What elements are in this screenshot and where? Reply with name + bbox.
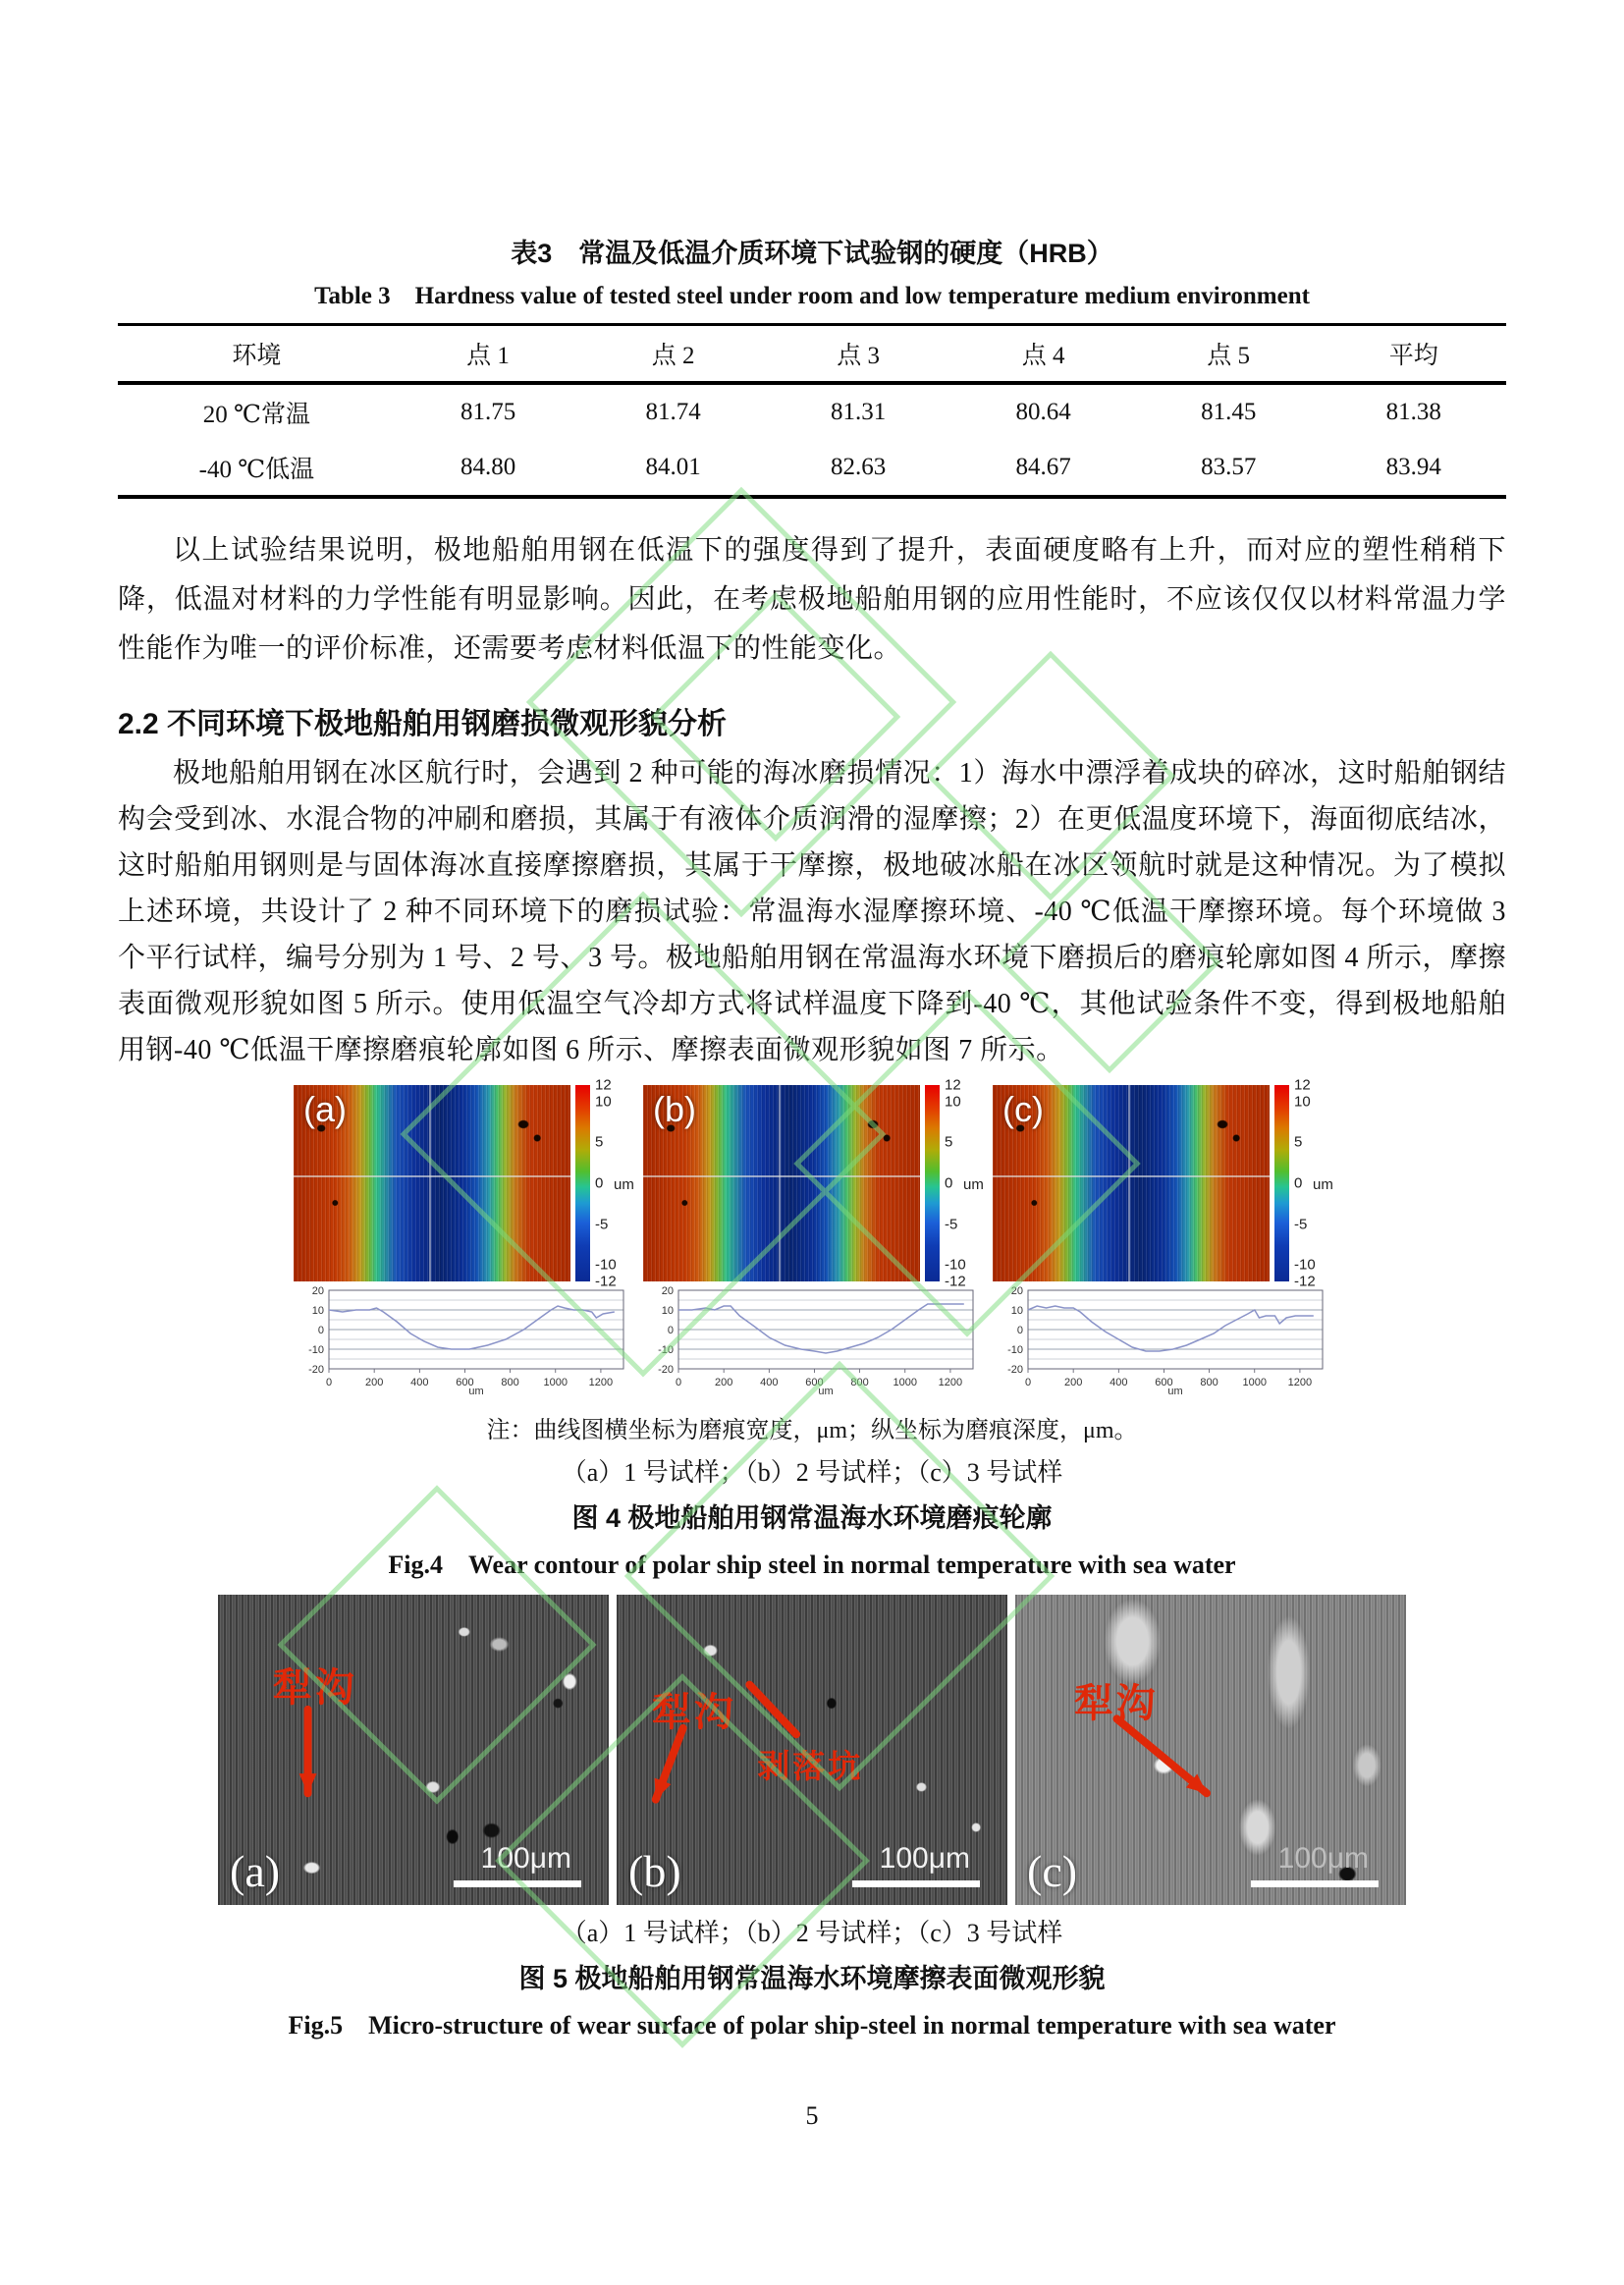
paragraph-results: 以上试验结果说明，极地船舶用钢在低温下的强度得到了提升，表面硬度略有上升，而对应的塑性稍稍下降，低温对材料的力学性能有明显影响。因此，在考虑极地船舶用钢的应用性能时，不应该仅仅以材料常温力学性能作为唯一的评价标准，还需要考虑材料低温下的性能变化。 xyxy=(118,535,1506,664)
panel-label: (a) xyxy=(230,1846,281,1896)
table-header-cell: 点 2 xyxy=(651,343,695,369)
wear-contour-map xyxy=(993,1085,1270,1281)
table-header-cell: 环境 xyxy=(232,343,282,369)
table-cell-value: 81.31 xyxy=(831,399,887,425)
colorbar-tick: 10 xyxy=(945,1093,961,1111)
table-row xyxy=(118,383,1506,440)
table-cell-value: 84.01 xyxy=(645,454,701,480)
table3-title-en: Table 3 Hardness value of tested steel under room and low temperature medium environment xyxy=(314,283,1310,309)
paragraph-wear-analysis: 极地船舶用钢在冰区航行时，会遇到 2 种可能的海冰磨损情况：1）海水中漂浮着成块的碎冰，这时船舶钢结构会受到冰、水混合物的冲刷和磨损，其属于有液体介质润滑的湿摩擦；2）在更低温度环境下，海面彻底结冰，这时船舶用钢则是与固体海冰直接摩擦磨损，其属于干摩擦，极地破冰船在冰区领航时就是这种情况。为了模拟上述环境，共设计了 2 种不同环境下的磨损试验：常温海水湿摩擦环境、-40 ℃低温干摩擦环境。每个环境做 3 个平行试样，编号分别为 1 号、2 号、3 号。极地船舶用钢在常温海水环境下磨损后的磨痕轮廓如图 4 所示，摩擦表面微观形貌如图 5 所示。使用低温空气冷却方式将试样温度下降到-40 ℃，其他试验条件不变，得到极地船舶用钢-40 ℃低温干摩擦磨痕轮廓如图 6 所示、摩擦表面微观形貌如图 7 所示。 xyxy=(118,758,1507,1065)
colorbar-tick: -5 xyxy=(595,1216,609,1233)
svg-text:400: 400 xyxy=(760,1377,779,1388)
svg-text:400: 400 xyxy=(1110,1377,1128,1388)
svg-text:um: um xyxy=(1167,1386,1183,1396)
table-cell-value: 81.45 xyxy=(1201,399,1257,425)
table-cell-env: -40 ℃低温 xyxy=(198,457,315,483)
svg-text:200: 200 xyxy=(714,1377,733,1388)
hardness-table-head xyxy=(118,325,1506,384)
colorbar-gradient xyxy=(925,1085,940,1281)
svg-text:1200: 1200 xyxy=(588,1377,614,1388)
figure5-caption-en: Fig.5 Micro-structure of wear surface of polar ship-steel in normal temperature with sea water xyxy=(288,2011,1336,2040)
svg-text:-10: -10 xyxy=(1007,1344,1023,1356)
colorbar-tick: -10 xyxy=(595,1256,617,1274)
annotation-label: 犁沟 xyxy=(651,1691,736,1735)
wear-contour-map xyxy=(294,1085,570,1281)
colorbar-tick: -10 xyxy=(1294,1256,1316,1274)
svg-text:1200: 1200 xyxy=(938,1377,963,1388)
scale-label: 100μm xyxy=(879,1842,970,1875)
annotation-label: 剥落坑 xyxy=(757,1747,864,1784)
table-header-cell: 点 1 xyxy=(466,343,510,369)
svg-text:800: 800 xyxy=(1200,1377,1218,1388)
table-header-cell: 点 3 xyxy=(837,343,880,369)
panel-label: (a) xyxy=(303,1089,347,1129)
page-content xyxy=(118,0,1506,2041)
svg-text:um: um xyxy=(468,1386,484,1396)
colorbar-tick: 10 xyxy=(1294,1093,1311,1111)
colorbar-unit: um xyxy=(1313,1176,1333,1194)
table-cell-value: 80.64 xyxy=(1015,399,1071,425)
svg-text:600: 600 xyxy=(456,1377,474,1388)
svg-text:800: 800 xyxy=(850,1377,869,1388)
table-cell-value: 82.63 xyxy=(831,454,887,480)
crosshair-horizontal xyxy=(993,1175,1270,1177)
table-cell-value: 84.80 xyxy=(460,454,516,480)
figure4-note: 注：曲线图横坐标为磨痕宽度，μm；纵坐标为磨痕深度，μm。 xyxy=(486,1418,1138,1443)
wear-profile-chart xyxy=(294,1284,633,1396)
colorbar-tick: 5 xyxy=(1294,1133,1303,1151)
map-and-colorbar xyxy=(643,1076,984,1290)
svg-text:200: 200 xyxy=(364,1377,384,1388)
svg-text:-10: -10 xyxy=(308,1344,324,1356)
table-header-cell: 平均 xyxy=(1388,343,1438,369)
svg-text:600: 600 xyxy=(1155,1377,1173,1388)
wear-profile-chart xyxy=(993,1284,1332,1396)
crosshair-vertical xyxy=(779,1085,781,1281)
scale-label: 100μm xyxy=(480,1842,571,1875)
table-header-cell: 点 5 xyxy=(1207,343,1251,369)
panel-label: (c) xyxy=(1002,1089,1044,1129)
svg-text:0: 0 xyxy=(675,1377,682,1388)
figure5-panels-row xyxy=(118,1595,1506,1905)
svg-text:600: 600 xyxy=(805,1377,824,1388)
annotation-label: 犁沟 xyxy=(1073,1682,1159,1725)
table3-title-zh: 表3 常温及低温介质环境下试验钢的硬度（HRB） xyxy=(511,239,1113,268)
figure4-caption-en: Fig.4 Wear contour of polar ship steel in normal temperature with sea water xyxy=(388,1551,1236,1579)
svg-text:10: 10 xyxy=(311,1305,324,1317)
colorbar-tick: -5 xyxy=(945,1216,958,1233)
figure4-subcaption: （a）1 号试样；（b）2 号试样；（c）3 号试样 xyxy=(561,1458,1063,1487)
svg-text:0: 0 xyxy=(325,1377,333,1388)
section-heading-2-2: 2.2 不同环境下极地船舶用钢磨损微观形貌分析 xyxy=(118,708,728,740)
svg-text:0: 0 xyxy=(317,1325,324,1336)
wear-contour-map xyxy=(643,1085,920,1281)
table-cell-env: 20 ℃常温 xyxy=(202,402,310,428)
colorbar-tick: -12 xyxy=(1294,1273,1316,1290)
annotation-label: 犁沟 xyxy=(272,1666,357,1711)
figure4-panel xyxy=(993,1076,1333,1396)
svg-text:1000: 1000 xyxy=(543,1377,568,1388)
hardness-table-body xyxy=(118,383,1506,497)
colorbar xyxy=(570,1076,634,1290)
table-cell-value: 83.94 xyxy=(1385,454,1441,480)
figure4-panels-row xyxy=(118,1076,1506,1396)
table-cell-value: 81.38 xyxy=(1385,399,1441,425)
colorbar-tick: 0 xyxy=(595,1174,604,1192)
figure4-panel xyxy=(294,1076,634,1396)
svg-text:10: 10 xyxy=(1010,1305,1023,1317)
svg-text:0: 0 xyxy=(667,1325,674,1336)
crosshair-horizontal xyxy=(643,1175,920,1177)
svg-text:-20: -20 xyxy=(308,1364,324,1376)
map-and-colorbar xyxy=(993,1076,1333,1290)
svg-text:um: um xyxy=(818,1386,834,1396)
table-header-cell: 点 4 xyxy=(1021,343,1065,369)
svg-text:400: 400 xyxy=(410,1377,429,1388)
svg-text:1200: 1200 xyxy=(1287,1377,1313,1388)
colorbar-tick: 5 xyxy=(595,1133,604,1151)
svg-text:200: 200 xyxy=(1063,1377,1083,1388)
panel-label: (c) xyxy=(1027,1846,1078,1896)
colorbar-tick: 0 xyxy=(945,1174,953,1192)
svg-text:1000: 1000 xyxy=(1242,1377,1268,1388)
crosshair-vertical xyxy=(1128,1085,1130,1281)
page-number: 5 xyxy=(805,2101,819,2130)
table-cell-value: 81.75 xyxy=(460,399,516,425)
colorbar-gradient xyxy=(575,1085,590,1281)
svg-text:0: 0 xyxy=(1016,1325,1023,1336)
crosshair-horizontal xyxy=(294,1175,570,1177)
svg-text:20: 20 xyxy=(311,1285,324,1297)
annotation-arrows xyxy=(1015,1595,1406,1905)
figure5-panel xyxy=(617,1595,1007,1905)
svg-text:1000: 1000 xyxy=(893,1377,918,1388)
table-row xyxy=(118,440,1506,497)
svg-text:20: 20 xyxy=(1010,1285,1023,1297)
svg-text:0: 0 xyxy=(1024,1377,1032,1388)
svg-text:-20: -20 xyxy=(1007,1364,1023,1376)
colorbar-tick: 0 xyxy=(1294,1174,1303,1192)
svg-text:800: 800 xyxy=(501,1377,519,1388)
crosshair-vertical xyxy=(429,1085,431,1281)
table-header-row xyxy=(118,325,1506,384)
figure5-panel xyxy=(218,1595,609,1905)
hardness-table xyxy=(118,323,1506,499)
colorbar-unit: um xyxy=(963,1176,984,1194)
colorbar xyxy=(920,1076,984,1290)
svg-text:-10: -10 xyxy=(658,1344,674,1356)
colorbar-tick: 5 xyxy=(945,1133,953,1151)
colorbar-gradient xyxy=(1274,1085,1289,1281)
panel-label: (b) xyxy=(653,1089,696,1129)
colorbar-tick: 12 xyxy=(945,1076,961,1094)
colorbar-tick: -12 xyxy=(945,1273,966,1290)
colorbar-tick: -10 xyxy=(945,1256,966,1274)
figure5-subcaption: （a）1 号试样；（b）2 号试样；（c）3 号试样 xyxy=(561,1919,1063,1947)
figure5-panel xyxy=(1015,1595,1406,1905)
svg-text:10: 10 xyxy=(661,1305,674,1317)
table-cell-value: 84.67 xyxy=(1015,454,1071,480)
panel-label: (b) xyxy=(628,1846,681,1896)
wear-profile-chart xyxy=(643,1284,983,1396)
scale-label: 100μm xyxy=(1277,1842,1369,1875)
figure4-panel xyxy=(643,1076,984,1396)
colorbar-tick: 12 xyxy=(595,1076,612,1094)
table-cell-value: 83.57 xyxy=(1201,454,1257,480)
figure4-caption-zh: 图 4 极地船舶用钢常温海水环境磨痕轮廓 xyxy=(571,1503,1053,1533)
colorbar-unit: um xyxy=(614,1176,634,1194)
colorbar xyxy=(1270,1076,1333,1290)
figure5-caption-zh: 图 5 极地船舶用钢常温海水环境摩擦表面微观形貌 xyxy=(518,1964,1106,1993)
colorbar-tick: 10 xyxy=(595,1093,612,1111)
colorbar-tick: 12 xyxy=(1294,1076,1311,1094)
annotation-arrows xyxy=(218,1595,609,1905)
svg-text:-20: -20 xyxy=(658,1364,674,1376)
svg-text:20: 20 xyxy=(661,1285,674,1297)
colorbar-tick: -12 xyxy=(595,1273,617,1290)
map-and-colorbar xyxy=(294,1076,634,1290)
colorbar-tick: -5 xyxy=(1294,1216,1308,1233)
table-cell-value: 81.74 xyxy=(645,399,701,425)
